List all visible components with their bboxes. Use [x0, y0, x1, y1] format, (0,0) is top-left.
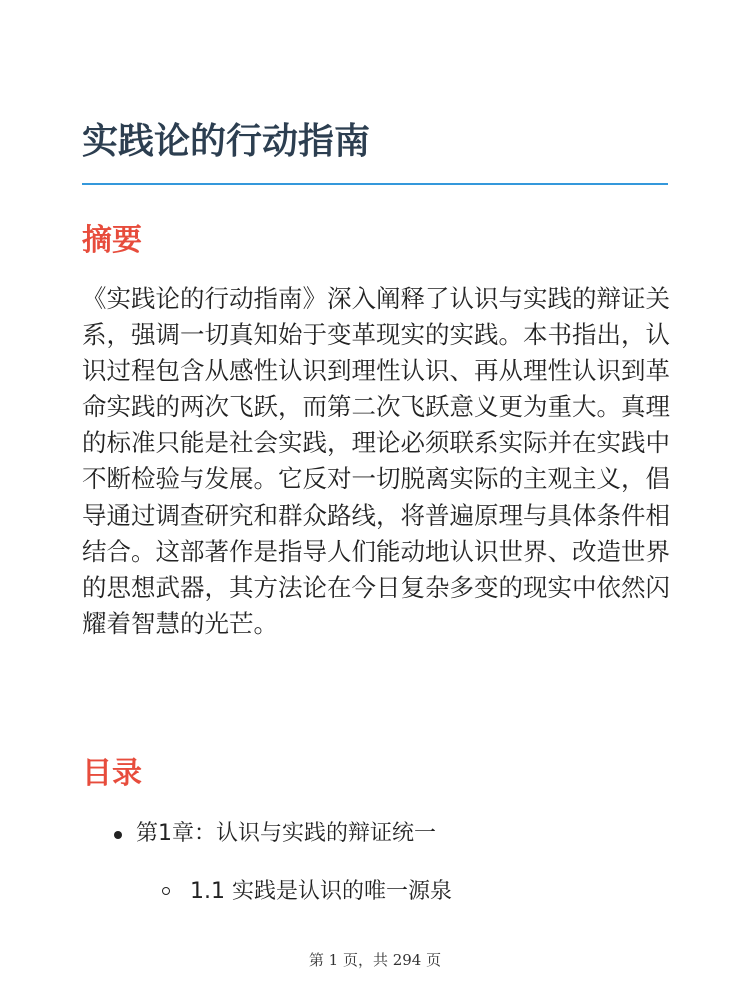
toc-item-label: 1.1 实践是认识的唯一源泉: [190, 879, 452, 904]
abstract-paragraph: 《实践论的行动指南》深入阐释了认识与实践的辩证关系，强调一切真知始于变革现实的实践。本书指出，认识过程包含从感性认识到理性认识、再从理性认识到革命实践的两次飞跃，而第二次飞跃意义更为重大。真理的标准只能是社会实践，理论必须联系实际并在实践中不断检验与发展。它反对一切脱离实际的主观主义，倡导通过调查研究和群众路线，将普遍原理与具体条件相结合。这部著作是指导人们能动地认识世界、改造世界的思想武器，其方法论在今日复杂多变的现实中依然闪耀着智慧的光芒。: [82, 284, 670, 638]
toc-heading: 目录: [82, 756, 142, 791]
document-page: [82, 0, 668, 1000]
document-title: 实践论的行动指南: [82, 121, 371, 162]
toc-item-section-1-1[interactable]: [162, 877, 452, 907]
toc-item-label: 第1章：认识与实践的辩证统一: [136, 821, 436, 846]
title-divider: [82, 183, 668, 185]
bullet-circle-icon: [162, 887, 170, 895]
bullet-disc-icon: [114, 831, 122, 839]
abstract-heading: 摘要: [82, 223, 142, 258]
toc-item-chapter-1[interactable]: [114, 819, 436, 849]
page-number-footer: 第 1 页，共 294 页: [308, 951, 442, 969]
